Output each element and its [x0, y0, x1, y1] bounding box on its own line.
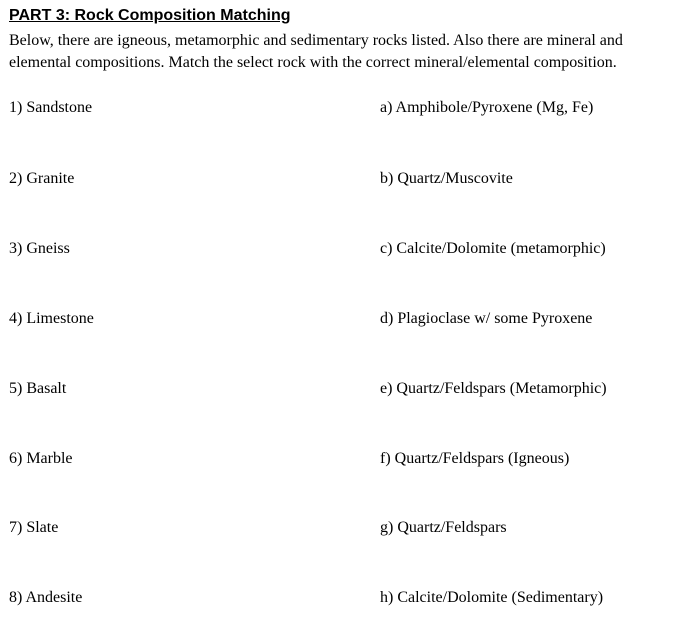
composition-item-h: h) Calcite/Dolomite (Sedimentary): [380, 589, 604, 606]
instructions-line-1: Below, there are igneous, metamorphic and sedimentary rocks listed. Also there are mineral and: [9, 32, 623, 49]
composition-item-f: f) Quartz/Feldspars (Igneous): [380, 450, 570, 467]
rock-item-slate: 7) Slate: [9, 519, 59, 536]
composition-item-c: c) Calcite/Dolomite (metamorphic): [380, 240, 606, 257]
composition-item-b: b) Quartz/Muscovite: [380, 170, 513, 187]
rock-item-marble: 6) Marble: [9, 450, 73, 467]
rock-item-sandstone: 1) Sandstone: [9, 99, 93, 116]
rock-item-granite: 2) Granite: [9, 170, 75, 187]
composition-item-a: a) Amphibole/Pyroxene (Mg, Fe): [380, 99, 594, 116]
instructions-paragraph: [9, 30, 694, 74]
composition-item-g: g) Quartz/Feldspars: [380, 519, 507, 536]
rock-item-limestone: 4) Limestone: [9, 310, 94, 327]
rock-item-gneiss: 3) Gneiss: [9, 240, 70, 257]
section-title: PART 3: Rock Composition Matching: [9, 7, 291, 24]
rock-item-basalt: 5) Basalt: [9, 380, 67, 397]
composition-item-d: d) Plagioclase w/ some Pyroxene: [380, 310, 593, 327]
rock-item-andesite: 8) Andesite: [9, 589, 83, 606]
instructions-line-2: elemental compositions. Match the select rock with the correct mineral/elemental composition.: [9, 54, 617, 71]
composition-item-e: e) Quartz/Feldspars (Metamorphic): [380, 380, 607, 397]
